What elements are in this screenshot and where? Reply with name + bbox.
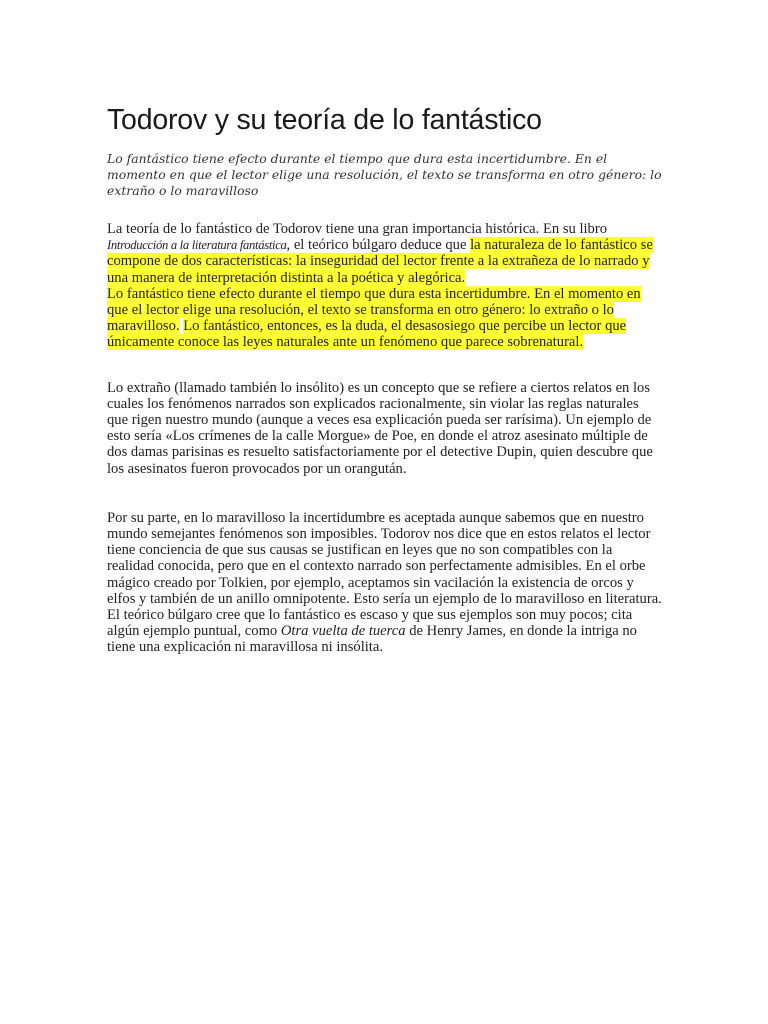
- paragraph-1-intro: La teoría de lo fantástico de Todorov tiene una gran importancia histórica. En su libro: [107, 221, 608, 237]
- paragraph-2: Lo extraño (llamado también lo insólito) es un concepto que se refiere a ciertos relatos en los cuales los fenómenos narrados son explicados racionalmente, sin violar las reglas naturales que rigen nuestro mundo (aunque a veces esa explicación pueda ser rarísima). Un ejemplo de esto sería «Los crímenes de la calle Morgue» de Poe, en donde el atroz asesinato múltiple de dos damas parisinas es resuelto satisfactoriamente por el detective Dupin, quien descubre que los asesinatos fueron provocados por un orangután.: [107, 379, 653, 477]
- subtitle-quote: Lo fantástico tiene efecto durante el tiempo que dura esta incertidumbre. En el momento en que el lector elige una resolución, el texto se transforma en otro género: lo extraño o lo maravilloso: [107, 151, 662, 198]
- work-title: Otra vuelta de tuerca: [280, 623, 406, 640]
- page-title: Todorov y su teoría de lo fantástico: [107, 104, 542, 136]
- highlight-2: Lo fantástico tiene efecto durante el tiempo que dura esta incertidumbre. En el momento en que el lector elige una resolución, el texto se transforma en otro género: lo extraño o lo maravilloso.: [107, 285, 641, 335]
- highlight-3: Lo fantástico, entonces, es la duda, el desasosiego que percibe un lector que únicamente conoce las leyes naturales ante un fenómeno que parece sobrenatural.: [107, 318, 627, 351]
- highlight-1: la naturaleza de lo fantástico se compone de dos características: la inseguridad del lector frente a la extrañeza de lo narrado y una manera de interpretación distinta a la poética y alegórica.: [107, 237, 653, 286]
- paragraph-3-text-before: Por su parte, en lo maravilloso la incertidumbre es aceptada aunque sabemos que en nuestro mundo semejantes fenómenos son imposibles. Todorov nos dice que en estos relatos el lector tiene conciencia de que sus causas se justifican en leyes que no son compatibles con la realidad conocida, pero que en el contexto narrado son perfectamente admisibles. En el orbe mágico creado por Tolkien, por ejemplo, aceptamos sin vacilación la existencia de orcos y elfos y también de un anillo omnipotente. Esto sería un ejemplo de lo maravilloso en literatura. El teórico búlgaro cree que lo fantástico es escaso y que sus ejemplos son muy pocos; cita algún ejemplo puntual, como: [107, 509, 662, 640]
- paragraph-3-text-after: de Henry James, en donde la intriga no tiene una explicación ni maravillosa ni insólita.: [107, 623, 637, 656]
- book-title: Introducción a la literatura fantástica: [107, 238, 287, 253]
- paragraph-1-after-book: , el teórico búlgaro deduce que: [286, 237, 471, 254]
- paragraph-3: [107, 510, 662, 656]
- paragraph-1: [107, 221, 662, 351]
- document-page: [107, 100, 662, 656]
